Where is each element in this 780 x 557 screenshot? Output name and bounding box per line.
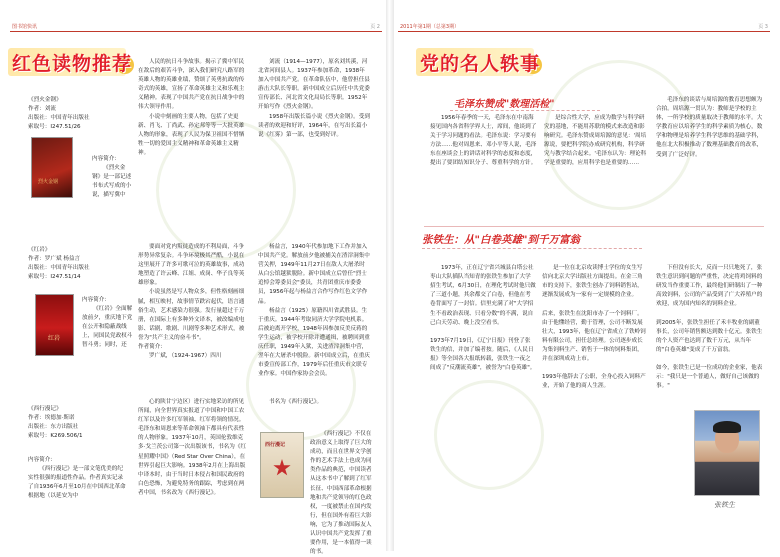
book2-cover-title: 红岩 xyxy=(48,335,61,342)
article1-paragraph: 1956年春季的一天，毛泽东在中南海接见国内各省科学界人士，席间，他谈到了关于学习问题的看法。毛泽东说：学习要有方法……他对周恩来、邓小平等人说，毛泽东在座谈会上的讲话对科学的态度和态度，提出了要团结知识分子、尊重科学的方针。 xyxy=(430,115,537,167)
cover-star-icon xyxy=(273,459,291,477)
column2-paragraph: 小说中刻画的主要人物，包括了史更新、肖飞、丁尚武、孙定邦等等一大批英雄人物的形象，表现了人民为保卫祖国不惜牺牲一切的爱国主义精神和革命英雄主义精神。 xyxy=(138,113,245,156)
book3-info xyxy=(28,405,128,445)
article2-column1 xyxy=(430,255,536,541)
left-page xyxy=(6,0,386,556)
page-spine xyxy=(386,0,394,551)
book1-publisher: 出版社：中国青年出版社 xyxy=(28,115,90,122)
book2-title: 《红岩》 xyxy=(28,247,51,253)
column2-middle xyxy=(138,243,248,380)
column2-author-label: 作者简介： xyxy=(138,344,166,351)
book3-cover-title: 西行漫记 xyxy=(265,442,286,448)
book1-cover xyxy=(31,137,73,198)
column3-upper xyxy=(258,58,370,236)
article1-column1 xyxy=(430,114,538,220)
book3-call-number: 索取号：K269.506/1 xyxy=(28,433,83,440)
column2-paragraph: 小说虽然是写人物众多，但性格刻画细腻，相互映衬，故事情节跌宕起伏，语言通俗生动，艺术感染力很强。发行量超过千万册，在国际上有多种外文译本，被改编成电影、话剧、歌剧、川剧等多种艺术形式，被誉为"共产主义的奋斗书"。 xyxy=(138,289,245,341)
photo-hair xyxy=(713,421,741,433)
section-banner xyxy=(420,42,540,82)
column3-middle xyxy=(258,243,370,380)
photo-caption: 张铁生 xyxy=(714,501,735,509)
article1-column2 xyxy=(544,114,650,220)
left-page-header xyxy=(10,22,382,32)
book1-summary-label: 内容简介： xyxy=(92,156,120,162)
book2-call-number: 索取号：I247.51/14 xyxy=(28,274,81,281)
section-title: 党的名人轶事 xyxy=(420,52,541,75)
column3-cover-caption xyxy=(310,430,372,556)
issue-label: 2011年第1期（总第3期） xyxy=(400,24,460,30)
column3-paragraph: 书名为《西行漫记》。 xyxy=(269,399,323,405)
article2-column3 xyxy=(656,255,764,403)
page-number: 页 3 xyxy=(758,24,768,30)
book1-summary-text: 《烈火金钢》是一部记述书布式写成的小说，描写冀中 xyxy=(92,165,132,199)
book3-summary-label: 内容简介： xyxy=(28,457,56,463)
column2-paragraph: 要面对党内叛徒造成的不利局面，斗争形势异常复杂。斗争环境极其严酷，小说在这里展开了许多可歌可泣的英雄故事，成功地塑造了许云峰、江姐、成岗、华子良等英雄形象。 xyxy=(138,244,245,287)
book1-author: 作者：刘流 xyxy=(28,106,56,113)
column2-author-text: 罗广斌，（1924-1967）四川 xyxy=(149,353,222,360)
column2-upper xyxy=(138,58,248,236)
page-number: 页 2 xyxy=(370,24,380,30)
article2-underline xyxy=(422,248,642,249)
book3-author: 作者：埃德加·斯诺 xyxy=(28,415,75,422)
column3-lower xyxy=(258,398,370,428)
article1-column3 xyxy=(656,96,764,220)
book1-cover-title: 烈火金钢 xyxy=(38,179,59,185)
book1-summary xyxy=(92,155,132,225)
book2-summary-text: 《红岩》全面解放前夕，重庆地下党在公开和隐蔽战线上，同国民党政权斗智斗勇；同时，还 xyxy=(82,306,133,349)
article2-paragraph: 1973年，正在辽宁省兴城县白塔公社枣山大队插队当知青的张铁生参加了大学招生考试，6月30日，在理化考试时他只做了三道小题，其余都交了白卷，但他在考卷背面写了一封信。信里充满了对"大学招生不看政治表现、只看分数"的不满，说自己白天劳动、晚上没空看书。 1973年7月19日，《辽宁日报》刊登了张铁生的信，并加了编者按。随后，《人民日报》等全国各大报纸转载，张铁生一夜之间成了"反潮流英雄"，被誉为"白卷英雄"。 xyxy=(430,265,536,372)
column3-paragraph: 1958年出版长篇小说《烈火金钢》。受到读者的欢迎和好评，1964年，在写出长篇小说《红雾》第一部，也受到好评。 xyxy=(258,113,370,138)
book3-title: 《西行漫记》 xyxy=(28,406,62,412)
article-divider xyxy=(424,226,764,227)
book1-title: 《烈火金钢》 xyxy=(28,97,62,103)
article1-underline xyxy=(450,110,600,111)
zhang-tiesheng-photo xyxy=(694,410,760,496)
newsletter-name: 图书馆快讯 xyxy=(12,24,38,30)
column3-paragraph: 刘流（1914—1977），原名刘其溪，河北省河间县人。1937年参加革命，1938年加入中国共产党。在革命队伍中，他曾担任县游击大队长等职。新中国成立后历任中共党委宣传部长、河北省文化局局长等职。1952年开始写作《烈火金钢》。 xyxy=(258,59,370,111)
article2-title: 张铁生：从"白卷英雄"到千万富翁 xyxy=(422,234,580,246)
article2-paragraph: 是一位在北京攻读博士学位的女生写信向北京大学出版社方面提出。在金三角市的支持下，张铁生创办了饲料销售站，逐渐发展成为一家有一定规模的企业。 后来，张铁生在沈阳市办了一个饲料厂。由于他懂经营，勤于管理，公司不断发展壮大，1993年，他在辽宁省成立了铁岭饲料有限公司，担任总经理。公司逐步成长为集饲料生产、销售于一体的饲料集团，并在深圳成功上市。 1993年他辞去了公职，全身心投入饲料产业，开始了他的商人生涯。 xyxy=(542,265,646,390)
book1-call-number: 索取号：I247.51/26 xyxy=(28,124,81,131)
article2-paragraph: 下但没有长大，反而一只只地死了，张铁生意识到问题的严重性，决定将鸡饲料的研发当作重要工作，最终他们研制出了一种高效饲料，公司的产品受到了广大养殖户的欢迎，成为国内知名的饲料企业。 到2005年，张铁生担任了禾丰牧业的副董事长，公司年销售额达到数十亿元。张铁生的个人资产也达到了数千万元，从当年的"白卷英雄"变成了千万富翁。 如今，张铁生已是一位成功的企业家，他表示："我只是一个普通人，做好自己该做的事。" xyxy=(656,265,763,390)
book2-summary-label: 内容简介： xyxy=(82,297,110,303)
article2-column2 xyxy=(542,255,648,541)
article1-paragraph: 毛泽东的谈话与周培源的教育思想颇为合拍。周培源一贯认为：教师是学校的主体，一所学校的质量取决于教师的水平。大学教育应以培养学生的科学素质为核心，数学和物理是培养学生科学思维的基础学科，他在北大积极推动了数理基础教育的改革，受到了广泛好评。 xyxy=(656,97,763,158)
book2-cover xyxy=(35,294,74,356)
section-banner xyxy=(12,42,132,82)
article1-title: 毛泽东赞成"数理活检" xyxy=(454,99,555,110)
book2-info xyxy=(28,246,128,290)
article1-paragraph: 是综合性大学，应成为数学与科学研究的基地，不能用苏联的模式来改造和影响研究。毛泽东赞成周培源的意见：'周培源说，要把科学院办成研究机构，科学研究与教学结合起来。'毛泽东认为：理论科学是重要的，应用科学也是重要的…… xyxy=(544,115,647,167)
column2-paragraph: 人民的抗日斗争故事。揭示了冀中军民在敌后的艰苦斗争，深入我们研究八路军的英雄人物的英雄业绩，赞颂了英勇抗战的传奇式的英雄，宣扬了革命英雄主义和乐观主义精神。表现了中国共产党在抗日战争中的伟大领导作用。 xyxy=(138,59,245,111)
column3-paragraph: 杨益言，1940年代参加地下工作并加入中国共产党。解放前夕他被捕关在渣滓洞集中营关押，1949年11月27日在敌人大屠杀时从白公馆越狱脱险。新中国成立后曾任"烈士追悼会筹委员会"委员，共青团重庆市委委员，1956年起与杨益言合作写作红色文学作品。 xyxy=(258,244,370,305)
column3-paragraph: 杨益言（1925）原籍四川省武胜县。生于重庆。1944年考取同济大学学院电机系。后被迫离开学校，1948年因参加反美反蒋的学生运动，被学校开除并遭通缉，被聘回到重庆任职，1949年入狱，关进渣滓洞集中营，翌年在大屠杀中脱险。新中国成立后，在重庆市委宣传部工作，1979年后任重庆市文联专业作家。中国作家协会会员。 xyxy=(258,307,370,378)
column2-paragraph: 心的陕甘宁边区）进行实地采访的所见所闻，向全世界真实报道了中国和中国工农红军以及许多红军领袖、红军将领的情况。毛泽东和周恩来等革命领袖下都具有代表性的人物形象。1937年10月，英国伦敦维克多·戈兰茨公司第一次出版该书，书名为《红星照耀中国》（Red Star Over China），在世界引起巨大影响。1938年2月在上海出版中译本时，由于当时日本侵占和国民政府的白色恐怖，为避免特务的跟踪，考虑到在两者中国，书名改为《西行漫记》。 xyxy=(138,399,247,496)
column3-paragraph: 《西行漫记》不仅在政治意义上取得了巨大的成功，而且在世界文学创作的艺术手法上也成为同类作品的典范，中国读者从这本书中了解到了红军长征、中国西部革命根据地和共产党领导的红色政权，一度被禁止在国内发行，但在国外有着巨大影响，它为了推动国际友人认识中国共产党发挥了重要作用，是一本值得一读的书。 xyxy=(310,431,372,556)
book2-summary xyxy=(82,296,134,368)
section-title: 红色读物推荐 xyxy=(12,52,133,75)
right-page-header xyxy=(398,22,770,32)
book3-cover xyxy=(260,432,304,498)
right-page xyxy=(394,0,774,551)
column2-lower xyxy=(138,398,248,543)
book3-summary xyxy=(28,456,128,540)
book3-summary-text: 《西行漫记》是一部文笔优美的纪实性很强的报道性作品。作者真实记录了自1936年6月至10月在中国西北革命根据地（以延安为中 xyxy=(28,466,126,500)
book3-publisher: 出版社：东方出版社 xyxy=(28,424,79,431)
book2-author: 作者：罗广斌 杨益言 xyxy=(28,256,81,263)
book2-publisher: 出版社：中国青年出版社 xyxy=(28,265,90,272)
